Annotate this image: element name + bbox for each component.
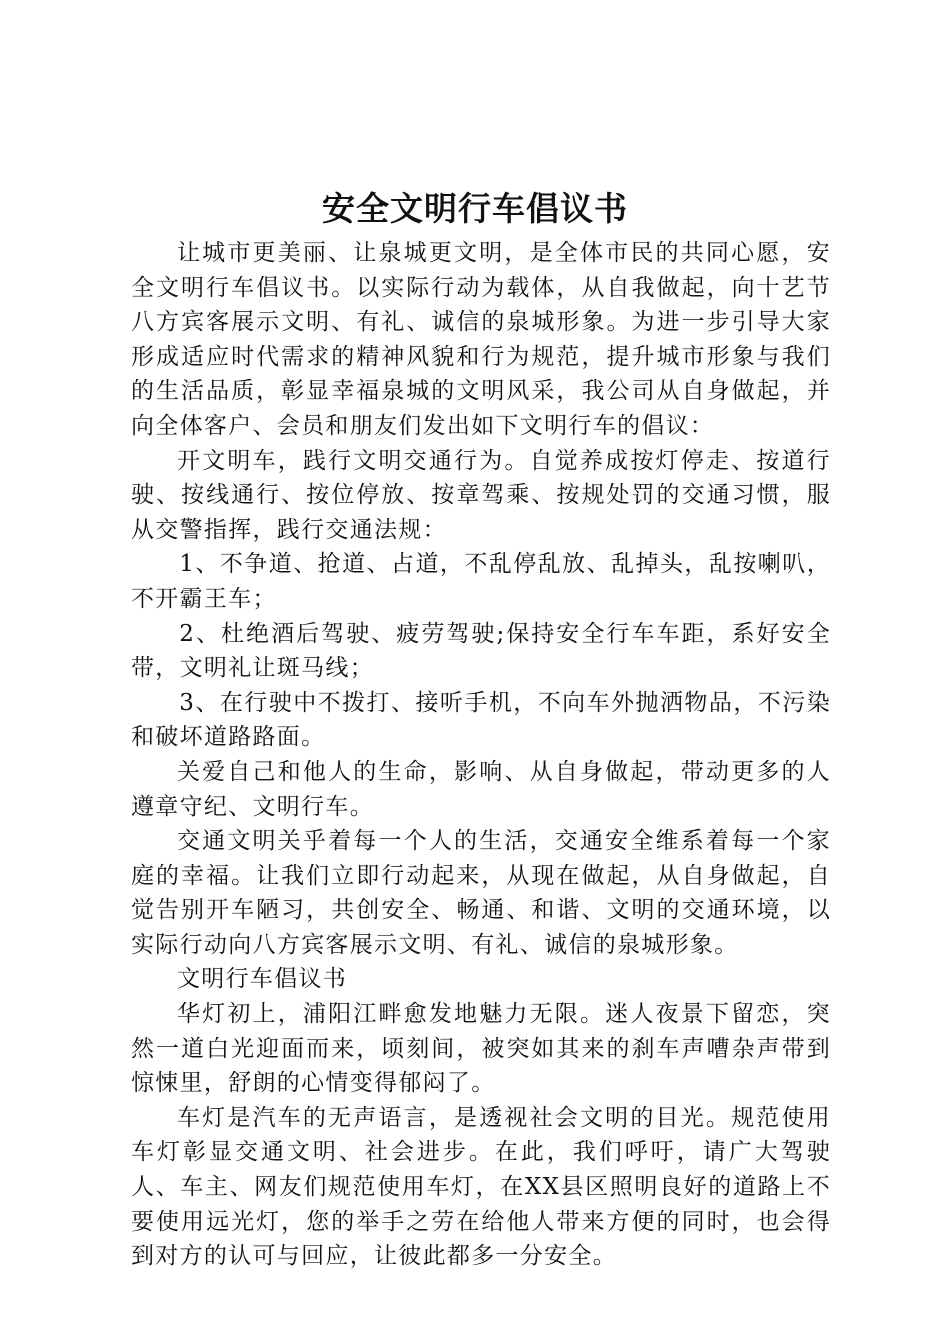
document-title: 安全文明行车倡议书: [322, 189, 628, 228]
paragraph-night-scene: 华灯初上，浦阳江畔愈发地魅力无限。迷人夜景下留恋，突然一道白光迎面而来，顷刻间，被突如其来的刹车声嘈杂声带到惊悚里，舒朗的心情变得郁闷了。: [131, 1001, 831, 1097]
section-heading: 文明行车倡议书: [177, 966, 348, 993]
paragraph-care-life: 关爱自己和他人的生命，影响、从自身做起，带动更多的人遵章守纪、文明行车。: [131, 758, 831, 820]
paragraph-traffic-civilization: 交通文明关乎着每一个人的生活，交通安全维系着每一个家庭的幸福。让我们立即行动起来，从现在做起，从自身做起，自觉告别开车陋习，共创安全、畅通、和谐、文明的交通环境，以实际行动向八方宾客展示文明、有礼、诚信的泉城形象。: [131, 828, 831, 958]
paragraph-headlights: 车灯是汽车的无声语言，是透视社会文明的目光。规范使用车灯彰显交通文明、社会进步。在此，我们呼吁，请广大驾驶人、车主、网友们规范使用车灯，在XX县区照明良好的道路上不要使用远光灯，您的举手之劳在给他人带来方便的同时，也会得到对方的认可与回应，让彼此都多一分安全。: [131, 1104, 831, 1270]
paragraph-intro: 让城市更美丽、让泉城更文明，是全体市民的共同心愿，安全文明行车倡议书。以实际行动为载体，从自我做起，向十艺节八方宾客展示文明、有礼、诚信的泉城形象。为进一步引导大家形成适应时代需求的精神风貌和行为规范，提升城市形象与我们的生活品质，彰显幸福泉城的文明风采，我公司从自身做起，并向全体客户、会员和朋友们发出如下文明行车的倡议：: [131, 240, 831, 439]
list-item-3: 3、在行驶中不拨打、接听手机，不向车外抛洒物品，不污染和破坏道路路面。: [131, 689, 831, 751]
paragraph-civilized-driving: 开文明车，践行文明交通行为。自觉养成按灯停走、按道行驶、按线通行、按位停放、按章驾乘、按规处罚的交通习惯，服从交警指挥，践行交通法规：: [131, 447, 831, 543]
document-body: [131, 236, 831, 1274]
list-item-1: 1、不争道、抢道、占道，不乱停乱放、乱掉头，乱按喇叭，不开霸王车；: [131, 551, 831, 612]
list-item-2: 2、杜绝酒后驾驶、疲劳驾驶;保持安全行车车距，系好安全带，文明礼让斑马线；: [131, 620, 831, 682]
